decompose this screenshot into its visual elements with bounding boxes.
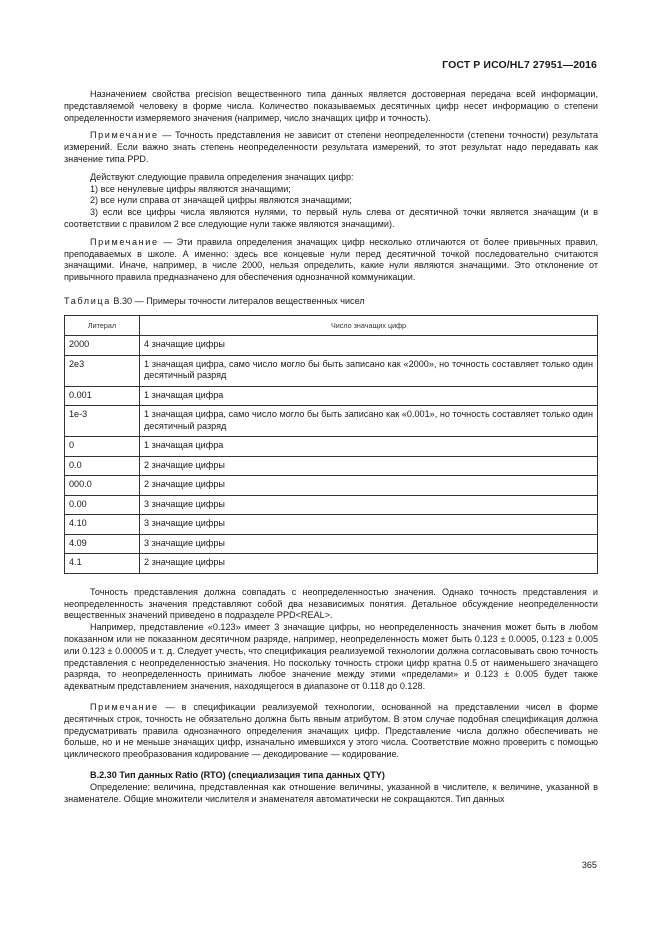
note-precision bbox=[64, 130, 598, 165]
table-caption-label: Таблица bbox=[64, 295, 111, 306]
digits-cell: 1 значащая цифра bbox=[140, 386, 598, 406]
paragraph-precision: Назначением свойства precision вещественного типа данных является достоверная передача всей информации, представляемой человеку в форме числа. Количество показываемых десятичных цифр несет информацию о степени определенности измеряемого значения (например, число значащих цифр и точность). bbox=[64, 89, 598, 123]
rule-item: 3) если все цифры числа являются нулями, то первый нуль слева от десятичной точки является значащим (и в соответствии с правилом 2 все следующие нули также являются значащими). bbox=[64, 207, 598, 229]
literal-cell: 0.0 bbox=[65, 456, 140, 476]
table-caption bbox=[64, 296, 598, 308]
literal-cell: 1e-3 bbox=[65, 406, 140, 437]
table-header-row bbox=[65, 315, 598, 336]
table-row bbox=[65, 515, 598, 535]
digits-cell: 3 значащие цифры bbox=[140, 534, 598, 554]
note-rules bbox=[64, 237, 598, 284]
note-label: Примечание bbox=[90, 701, 159, 712]
section-heading: В.2.30 Тип данных Ratio (RTO) (специализация типа данных QTY) bbox=[90, 769, 385, 780]
literal-cell: 0.00 bbox=[65, 495, 140, 515]
column-header-literal: Литерал bbox=[65, 315, 140, 336]
digits-cell: 1 значащая цифра, само число могло бы быть записано как «2000», но точность составляет только один десятичный разряд bbox=[140, 355, 598, 386]
note-text: — Точность представления не зависит от степени неопределенности (степени точности) результата измерений. Если важно знать степень неопределенности результата измерений, то этот результат надо передавать как значение типа PPD. bbox=[64, 130, 598, 164]
literal-cell: 2000 bbox=[65, 336, 140, 356]
rule-item: 2) все нули справа от значащей цифры являются значащими; bbox=[90, 195, 352, 206]
column-header-digits: Число значащих цифр bbox=[140, 315, 598, 336]
note-label: Примечание bbox=[90, 130, 159, 141]
table-row bbox=[65, 355, 598, 386]
note-text: — в спецификации реализуемой технологии, основанной на представлении чисел в форме десятичных строк, точность не обязательно должна быть явным атрибутом. В этом случае подобная спецификация должна предусматривать правила однозначного определения значащих цифр. Представление числа должно обеспечивать не больше, но и не меньше значащих цифр, изначально имевшихся у этого числа. Соответствие можно проверить с помощью циклического преобразования кодирование — декодирование — кодирование. bbox=[64, 701, 598, 760]
digits-cell: 3 значащие цифры bbox=[140, 495, 598, 515]
table-row bbox=[65, 554, 598, 574]
precision-examples-table bbox=[64, 315, 598, 574]
table-row bbox=[65, 456, 598, 476]
digits-cell: 1 значащая цифра, само число могло бы быть записано как «0.001», но точность составляет только один десятичный разряд bbox=[140, 406, 598, 437]
table-row bbox=[65, 386, 598, 406]
literal-cell: 4.10 bbox=[65, 515, 140, 535]
digits-cell: 2 значащие цифры bbox=[140, 554, 598, 574]
literal-cell: 000.0 bbox=[65, 476, 140, 496]
note-text: — Эти правила определения значащих цифр несколько отличаются от более привычных правил, преподаваемых в школе. А именно: здесь все концевые нули перед десятичной точкой последовательно считаются значащими. Иначе, например, в числе 2000, нельзя определить, какие нули являются значащими. Это отклонение от привычного правила предназначено для обеспечения однозначной коммуникации. bbox=[64, 236, 598, 283]
table-caption-text: В.30 — Примеры точности литералов вещественных чисел bbox=[110, 295, 365, 306]
document-header: ГОСТ Р ИСО/HL7 27951—2016 bbox=[442, 59, 597, 71]
table-row bbox=[65, 336, 598, 356]
note-implementation bbox=[64, 702, 598, 761]
literal-cell: 2e3 bbox=[65, 355, 140, 386]
literal-cell: 4.1 bbox=[65, 554, 140, 574]
rule-item: 1) все ненулевые цифры являются значащими; bbox=[90, 183, 291, 194]
table-row bbox=[65, 406, 598, 437]
note-label: Примечание bbox=[90, 236, 159, 247]
digits-cell: 3 значащие цифры bbox=[140, 515, 598, 535]
digits-cell: 2 значащие цифры bbox=[140, 476, 598, 496]
document-body bbox=[64, 89, 598, 805]
paragraph-example: Например, представление «0.123» имеет 3 значащие цифры, но неопределенность значения может быть в любом показанном или не показанном десятичном разряде, например, неопределенность может быть 0.123 ± 0.0005, 0.123 ± 0.005 или 0.123 ± 0.00005 и т. д. Следует учесть, что спецификация реализуемой технологии должна согласовывать свою точность представления с неопределенностью значения. Но поскольку точность строки цифр кратна 0.5 от наименьшего значащего разряда, то неопределенность принимать любое значение между этими «пределами» и 0.123 ± 0.005 будет также адекватным представлением значения, находящегося в диапазоне от 0.118 до 0.128. bbox=[64, 622, 598, 692]
literal-cell: 4.09 bbox=[65, 534, 140, 554]
literal-cell: 0.001 bbox=[65, 386, 140, 406]
table-row bbox=[65, 534, 598, 554]
table-row bbox=[65, 495, 598, 515]
digits-cell: 2 значащие цифры bbox=[140, 456, 598, 476]
table-row bbox=[65, 476, 598, 496]
digits-cell: 4 значащие цифры bbox=[140, 336, 598, 356]
table-row bbox=[65, 437, 598, 457]
paragraph-definition: Определение: величина, представленная как отношение величины, указанной в числителе, к величине, указанной в знаменателе. Общие множители числителя и знаменателя автоматически не сокращаются. Тип данных bbox=[64, 781, 598, 804]
literal-cell: 0 bbox=[65, 437, 140, 457]
page-number: 365 bbox=[581, 860, 597, 870]
rules-intro: Действуют следующие правила определения значащих цифр: bbox=[90, 171, 354, 182]
paragraph-uncertainty: Точность представления должна совпадать с неопределенностью значения. Однако точность представления и неопределенность значения представляют собой два независимых понятия. Детальное обсуждение неопределенности вещественных значений приведено в подразделе PPD<REAL>. bbox=[64, 586, 598, 621]
digits-cell: 1 значащая цифра bbox=[140, 437, 598, 457]
